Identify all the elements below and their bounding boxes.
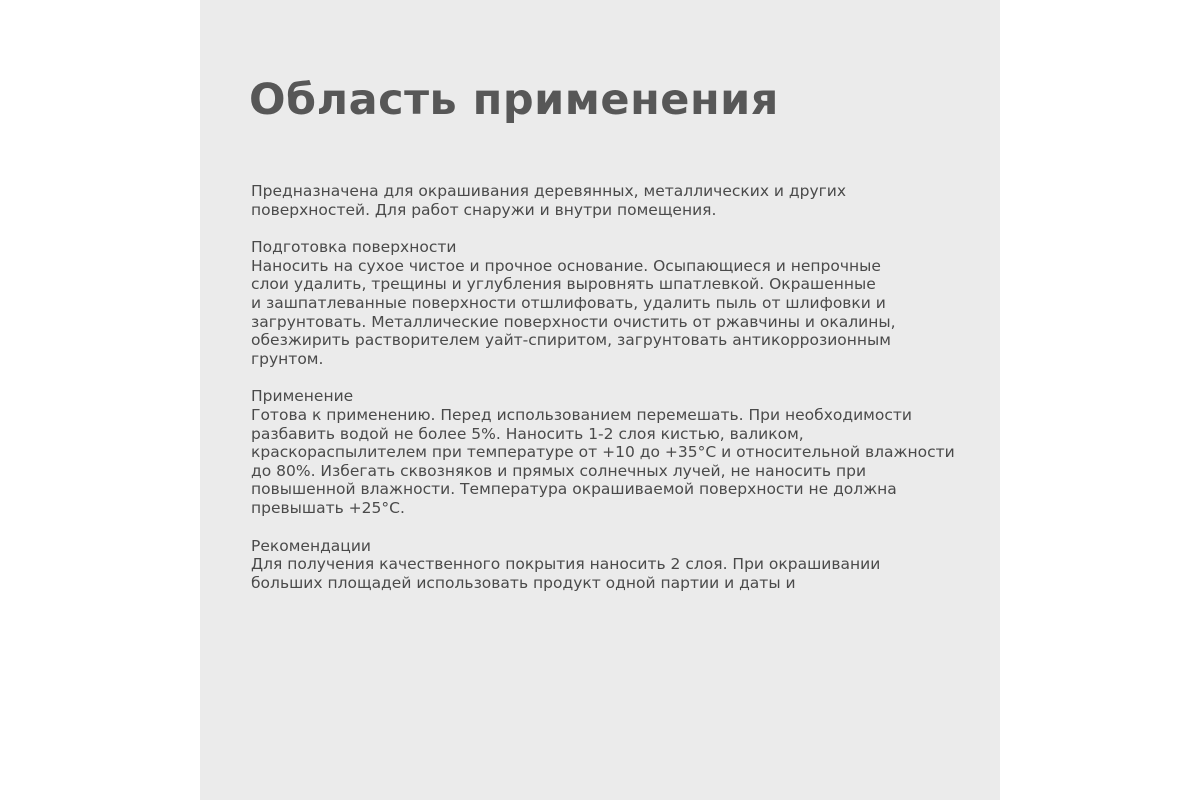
section-line: Готова к применению. Перед использованием перемешать. При необходимости bbox=[251, 405, 912, 424]
section-heading: Подготовка поверхности bbox=[251, 238, 457, 257]
intro-line: Предназначена для окрашивания деревянных, металлических и других bbox=[251, 182, 847, 200]
section-line: разбавить водой не более 5%. Наносить 1-2 слоя кистью, валиком, bbox=[251, 424, 804, 443]
document-body bbox=[251, 182, 971, 611]
section-heading: Применение bbox=[251, 387, 354, 406]
section-surface-preparation bbox=[251, 238, 971, 368]
section-line: краскораспылителем при температуре от +10 до +35°С и относительной влажности bbox=[251, 443, 955, 462]
section-line: Для получения качественного покрытия наносить 2 слоя. При окрашивании bbox=[251, 555, 881, 574]
section-line: Наносить на сухое чистое и прочное основание. Осыпающиеся и непрочные bbox=[251, 256, 881, 275]
section-line: и зашпатлеванные поверхности отшлифовать, удалить пыль от шлифовки и bbox=[251, 293, 886, 312]
section-application bbox=[251, 387, 971, 517]
section-line: превышать +25°С. bbox=[251, 498, 405, 517]
section-line: слои удалить, трещины и углубления выровнять шпатлевкой. Окрашенные bbox=[251, 275, 876, 294]
section-recommendations bbox=[251, 537, 971, 593]
document-panel bbox=[200, 0, 1000, 800]
section-line: до 80%. Избегать сквозняков и прямых солнечных лучей, не наносить при bbox=[251, 461, 867, 480]
page-title: Область применения bbox=[249, 75, 779, 125]
section-line: грунтом. bbox=[251, 349, 324, 368]
section-line: обезжирить растворителем уайт-спиритом, загрунтовать антикоррозионным bbox=[251, 331, 891, 350]
intro-paragraph bbox=[251, 182, 971, 219]
section-line: больших площадей использовать продукт одной партии и даты и bbox=[251, 573, 796, 592]
intro-line: поверхностей. Для работ снаружи и внутри помещения. bbox=[251, 200, 717, 219]
section-heading: Рекомендации bbox=[251, 536, 372, 555]
section-line: загрунтовать. Металлические поверхности очистить от ржавчины и окалины, bbox=[251, 312, 896, 331]
section-line: повышенной влажности. Температура окрашиваемой поверхности не должна bbox=[251, 480, 897, 499]
